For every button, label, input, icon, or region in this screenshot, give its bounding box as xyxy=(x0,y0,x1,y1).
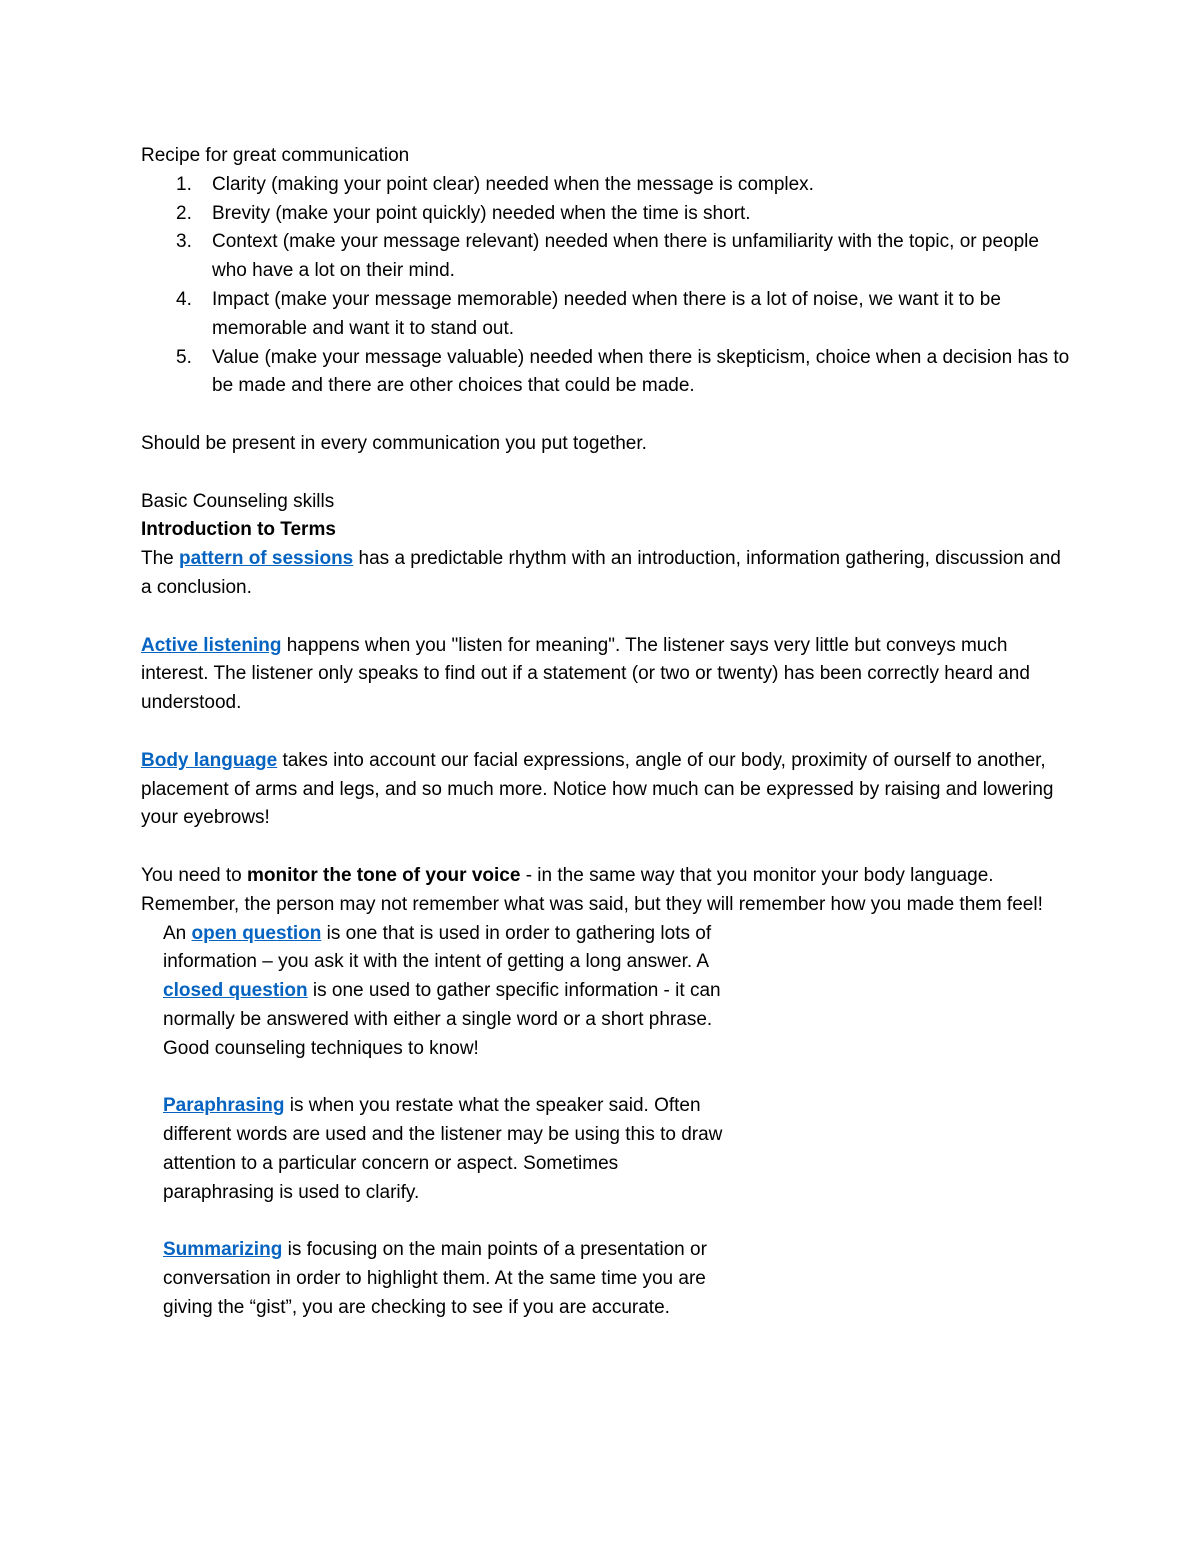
tone-paragraph: You need to monitor the tone of your voice - in the same way that you monitor your body language. Remember, the person may not remember what was said, but they will remember how you made them feel! xyxy=(141,864,1043,915)
document-page xyxy=(141,142,1071,1323)
questions-paragraph: An open question is one that is used in order to gathering lots of information – you ask it with the intent of getting a long answer. A closed question is one used to gather specific information - it can normally be answered with either a single word or a short phrase. Good counseling techniques to know! xyxy=(163,922,721,1059)
open-question-link[interactable]: open question xyxy=(191,922,322,944)
paraphrasing-link[interactable]: Paraphrasing xyxy=(163,1095,285,1117)
list-item: 3. Context (make your message relevant) needed when there is unfamiliarity with the topic, or people who have a lot on their mind. xyxy=(176,231,1039,282)
pattern-of-sessions-link[interactable]: pattern of sessions xyxy=(179,548,354,570)
counseling-heading: Basic Counseling skills xyxy=(141,490,335,512)
list-item: 5. Value (make your message valuable) needed when there is skepticism, choice when a decision has to be made and there are other choices that could be made. xyxy=(176,346,1070,397)
terms-subheading: Introduction to Terms xyxy=(141,519,336,541)
recipe-heading: Recipe for great communication xyxy=(141,145,410,166)
active-listening-link[interactable]: Active listening xyxy=(141,634,282,656)
recipe-list xyxy=(141,171,1071,401)
body-language-paragraph: Body language takes into account our facial expressions, angle of our body, proximity of ourself to another, placement of arms and legs, and so much more. Notice how much can be expressed by raising and lowering your eyebrows! xyxy=(141,749,1054,829)
indented-terms xyxy=(163,920,723,1323)
body-language-link[interactable]: Body language xyxy=(141,749,278,771)
paraphrasing-paragraph: Paraphrasing is when you restate what the speaker said. Often different words are used and the listener may be using this to draw attention to a particular concern or aspect. Sometimes paraphrasing is used to clarify. xyxy=(163,1095,723,1203)
active-listening-paragraph: Active listening happens when you "listen for meaning". The listener says very little but conveys much interest. The listener only speaks to find out if a statement (or two or twenty) has been correctly heard and understood. xyxy=(141,634,1030,714)
closed-question-link[interactable]: closed question xyxy=(163,980,308,1002)
recipe-summary: Should be present in every communication you put together. xyxy=(141,432,647,454)
summarizing-paragraph: Summarizing is focusing on the main points of a presentation or conversation in order to highlight them. At the same time you are giving the “gist”, you are checking to see if you are accurate. xyxy=(163,1239,707,1318)
list-item: 4. Impact (make your message memorable) needed when there is a lot of noise, we want it to be memorable and want it to stand out. xyxy=(176,288,1001,339)
list-item: 1. Clarity (making your point clear) needed when the message is complex. xyxy=(176,173,814,195)
list-item: 2. Brevity (make your point quickly) needed when the time is short. xyxy=(176,202,751,224)
pattern-paragraph: The pattern of sessions has a predictable rhythm with an introduction, information gathering, discussion and a conclusion. xyxy=(141,548,1061,598)
summarizing-link[interactable]: Summarizing xyxy=(163,1239,283,1261)
